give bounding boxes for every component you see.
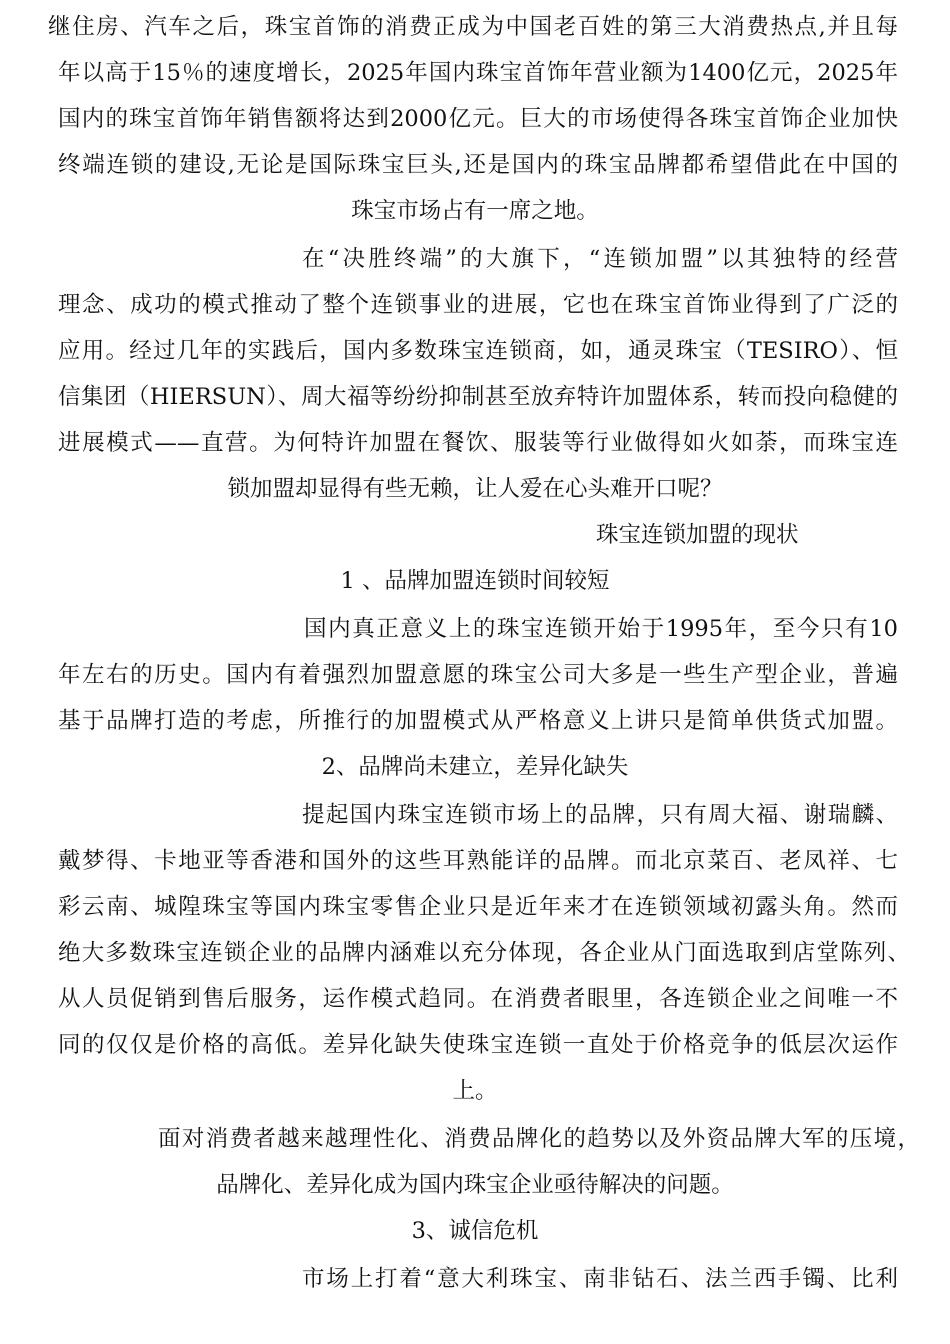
text-line-14: 国内真正意义上的珠宝连锁开始于1995年，至今只有10 [304, 616, 898, 642]
text-line-1: 继住房、汽车之后，珠宝首饰的消费正成为中国老百姓的第三大消费热点,并且每 [48, 14, 898, 40]
text-line-24: 上。 [452, 1078, 498, 1104]
section-heading: 珠宝连锁加盟的现状 [596, 522, 799, 548]
text-line-20: 彩云南、城隍珠宝等国内珠宝零售企业只是近年来才在连锁领域初露头角。然而 [58, 894, 898, 920]
subheading-1: 1 、品牌加盟连锁时间较短 [340, 568, 610, 594]
text-line-11: 锁加盟却显得有些无赖，让人爱在心头难开口呢？ [227, 476, 723, 502]
text-line-23: 同的仅仅是价格的高低。差异化缺失使珠宝连锁一直处于价格竞争的低层次运作 [58, 1032, 898, 1058]
text-line-8: 应用。经过几年的实践后，国内多数珠宝连锁商，如，通灵珠宝（TESIRO）、恒 [58, 338, 898, 364]
text-line-9: 信集团（HIERSUN）、周大福等纷纷抑制甚至放弃特许加盟体系，转而投向稳健的 [58, 384, 898, 410]
text-line-25: 面对消费者越来越理性化、消费品牌化的趋势以及外资品牌大军的压境， [158, 1126, 920, 1152]
text-line-26: 品牌化、差异化成为国内珠宝企业亟待解决的问题。 [216, 1172, 734, 1198]
text-line-5: 珠宝市场占有一席之地。 [351, 198, 599, 224]
text-line-16: 基于品牌打造的考虑，所推行的加盟模式从严格意义上讲只是简单供货式加盟。 [58, 708, 898, 734]
text-line-6: 在“决胜终端”的大旗下，“连锁加盟”以其独特的经营 [302, 246, 898, 272]
text-line-18: 提起国内珠宝连锁市场上的品牌，只有周大福、谢瑞麟、 [302, 802, 898, 828]
text-line-7: 理念、成功的模式推动了整个连锁事业的进展，它也在珠宝首饰业得到了广泛的 [58, 292, 898, 318]
subheading-3: 3、诚信危机 [411, 1218, 539, 1244]
subheading-2: 2、品牌尚未建立，差异化缺失 [321, 754, 629, 780]
text-line-19: 戴梦得、卡地亚等香港和国外的这些耳熟能详的品牌。而北京菜百、老凤祥、七 [58, 848, 898, 874]
text-line-2: 年以高于15％的速度增长，2025年国内珠宝首饰年营业额为1400亿元，2025年 [58, 60, 898, 86]
text-line-28: 市场上打着“意大利珠宝、南非钻石、法兰西手镯、比利 [302, 1266, 898, 1292]
text-line-15: 年左右的历史。国内有着强烈加盟意愿的珠宝公司大多是一些生产型企业，普遍 [58, 662, 898, 688]
text-line-4: 终端连锁的建设,无论是国际珠宝巨头,还是国内的珠宝品牌都希望借此在中国的 [58, 152, 898, 178]
text-line-21: 绝大多数珠宝连锁企业的品牌内涵难以充分体现，各企业从门面选取到店堂陈列、 [58, 940, 910, 966]
text-line-3: 国内的珠宝首饰年销售额将达到2000亿元。巨大的市场使得各珠宝首饰企业加快 [58, 106, 898, 132]
text-line-10: 进展模式——直营。为何特许加盟在餐饮、服装等行业做得如火如荼，而珠宝连 [58, 430, 898, 456]
text-line-22: 从人员促销到售后服务，运作模式趋同。在消费者眼里，各连锁企业之间唯一不 [58, 986, 898, 1012]
